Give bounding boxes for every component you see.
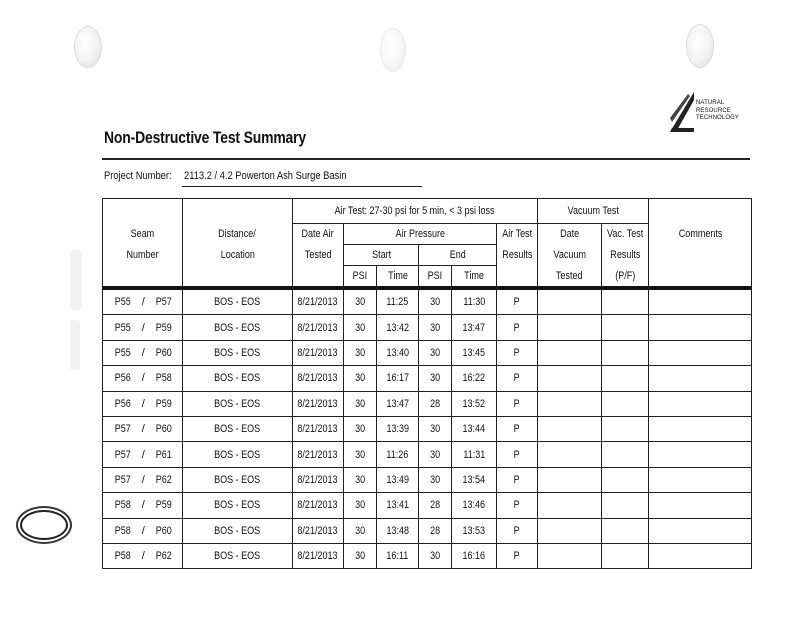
- comments-cell: [649, 315, 752, 340]
- date-air-tested-cell: [292, 391, 344, 416]
- end-psi-header: PSI: [419, 266, 451, 289]
- table-row: [103, 467, 752, 492]
- start-psi-cell-text: 30: [354, 346, 366, 359]
- air-pressure-header: Air Pressure: [344, 224, 497, 245]
- air-test-result-cell: [497, 391, 538, 416]
- comments-cell: [649, 288, 752, 315]
- table-row: [103, 518, 752, 543]
- start-psi-cell: [344, 467, 376, 492]
- vac-test-result-cell: [601, 442, 649, 467]
- location-cell-text: BOS - EOS: [214, 448, 261, 461]
- seam-b: P60: [155, 524, 172, 537]
- air-test-result-cell-text: P: [514, 499, 521, 512]
- results-header: Results: [497, 245, 538, 266]
- start-psi-cell-text: 30: [354, 550, 366, 563]
- seam-b: P62: [155, 473, 172, 486]
- seam-separator: /: [132, 550, 154, 563]
- seam-separator: /: [132, 372, 154, 385]
- vacuum-header: Vacuum: [537, 245, 601, 266]
- end-psi-cell: [419, 288, 451, 315]
- location-cell: [183, 391, 293, 416]
- header-cell: [292, 266, 344, 289]
- logo-mark-icon: [668, 88, 696, 134]
- date-air-tested-cell-text: 8/21/2013: [297, 524, 339, 537]
- seam-number-cell: [103, 340, 183, 365]
- start-time-cell-text: 11:26: [386, 448, 409, 461]
- header-cell: [497, 266, 538, 289]
- seam-b: P59: [155, 397, 172, 410]
- start-time-header: Time: [376, 266, 419, 289]
- start-psi-cell-text: 30: [354, 499, 366, 512]
- end-header: End: [419, 245, 497, 266]
- seam-number-cell: [103, 416, 183, 441]
- end-psi-cell: [419, 442, 451, 467]
- header-cell: [649, 266, 752, 289]
- location-cell: [183, 442, 293, 467]
- seam-number-cell: [103, 442, 183, 467]
- date-air-tested-cell: [292, 288, 344, 315]
- seam-number-cell: [103, 366, 183, 391]
- seam-separator: /: [132, 423, 154, 436]
- end-psi-cell-text: 28: [430, 499, 441, 512]
- seam-b: P62: [155, 550, 172, 563]
- vacuum-date-cell: [537, 467, 601, 492]
- date-air-tested-cell: [292, 315, 344, 340]
- seam-number-cell: [103, 467, 183, 492]
- end-time-cell: [451, 442, 497, 467]
- seam-b: P57: [155, 296, 172, 309]
- start-time-cell: [376, 442, 419, 467]
- end-time-cell-text: 16:22: [462, 372, 486, 385]
- location-cell-text: BOS - EOS: [214, 423, 261, 436]
- table-row: [103, 543, 752, 568]
- location-cell: [183, 518, 293, 543]
- date-air-tested-cell-text: 8/21/2013: [297, 448, 339, 461]
- date-air-tested-cell-text: 8/21/2013: [297, 499, 339, 512]
- start-psi-cell: [344, 391, 376, 416]
- vac-test-result-cell: [601, 340, 649, 365]
- binder-hole-left: [74, 26, 102, 68]
- start-time-cell: [376, 518, 419, 543]
- seam-a: P56: [114, 397, 131, 410]
- comments-cell: [649, 493, 752, 518]
- end-time-cell: [451, 416, 497, 441]
- end-psi-cell: [419, 391, 451, 416]
- binder-hole-center: [380, 28, 406, 72]
- start-time-cell: [376, 467, 419, 492]
- air-test-result-cell-text: P: [514, 524, 521, 537]
- start-psi-cell: [344, 518, 376, 543]
- end-psi-cell-text: 30: [430, 473, 441, 486]
- seam-separator: /: [132, 524, 154, 537]
- location-cell-text: BOS - EOS: [214, 296, 261, 309]
- vacuum-date-cell: [537, 543, 601, 568]
- test-summary-table: [102, 198, 752, 569]
- location-header: Location: [183, 245, 293, 266]
- end-time-cell-text: 11:30: [463, 296, 486, 309]
- location-cell-text: BOS - EOS: [214, 524, 261, 537]
- start-time-cell-text: 13:40: [386, 346, 409, 359]
- air-test-result-cell: [497, 288, 538, 315]
- end-psi-cell: [419, 493, 451, 518]
- scan-smudge: [70, 250, 82, 310]
- logo-text: [696, 100, 739, 123]
- air-test-result-cell-text: P: [514, 321, 521, 334]
- date-air-tested-cell: [292, 493, 344, 518]
- seam-b: P59: [155, 321, 172, 334]
- table-row: [103, 493, 752, 518]
- end-psi-cell-text: 28: [430, 397, 441, 410]
- start-psi-cell-text: 30: [354, 448, 366, 461]
- project-number-value: 2113.2 / 4.2 Powerton Ash Surge Basin: [184, 170, 347, 182]
- start-psi-cell: [344, 366, 376, 391]
- seam-separator: /: [132, 499, 154, 512]
- location-cell: [183, 288, 293, 315]
- start-time-cell: [376, 416, 419, 441]
- vacuum-test-header: Vacuum Test: [537, 199, 649, 224]
- seam-separator: /: [132, 321, 154, 334]
- table-header: [103, 199, 752, 289]
- table-row: [103, 340, 752, 365]
- comments-cell: [649, 518, 752, 543]
- end-time-cell: [451, 518, 497, 543]
- air-test-result-cell-text: P: [514, 473, 521, 486]
- start-psi-cell-text: 30: [354, 372, 366, 385]
- date-air-tested-cell-text: 8/21/2013: [297, 473, 339, 486]
- start-time-cell: [376, 493, 419, 518]
- vac-test-result-cell: [601, 543, 649, 568]
- end-time-cell: [451, 340, 497, 365]
- company-logo: [668, 88, 748, 136]
- seam-separator: /: [132, 346, 154, 359]
- tested-header: Tested: [292, 245, 344, 266]
- comments-header: Comments: [649, 224, 752, 245]
- air-test-result-cell: [497, 518, 538, 543]
- vacuum-date-cell: [537, 340, 601, 365]
- seam-number-cell: [103, 543, 183, 568]
- vac-test-result-cell: [601, 467, 649, 492]
- seam-separator: /: [132, 448, 154, 461]
- end-psi-cell-text: 30: [430, 550, 441, 563]
- vac-test-result-cell: [601, 518, 649, 543]
- location-cell-text: BOS - EOS: [214, 321, 261, 334]
- seam-separator: /: [132, 473, 154, 486]
- seam-separator: /: [132, 397, 154, 410]
- end-time-cell: [451, 366, 497, 391]
- start-time-cell-text: 13:42: [386, 321, 409, 334]
- table-row: [103, 366, 752, 391]
- table-row: [103, 442, 752, 467]
- vac-test-result-cell: [601, 391, 649, 416]
- header-cell: [649, 199, 752, 224]
- air-test-result-cell-text: P: [514, 296, 521, 309]
- binder-hole-right: [686, 24, 714, 68]
- comments-cell: [649, 467, 752, 492]
- end-psi-cell: [419, 315, 451, 340]
- seam-number-cell: [103, 315, 183, 340]
- comments-cell: [649, 416, 752, 441]
- comments-cell: [649, 366, 752, 391]
- seam-b: P58: [155, 372, 172, 385]
- start-psi-cell-text: 30: [354, 296, 366, 309]
- end-psi-cell: [419, 467, 451, 492]
- comments-cell: [649, 391, 752, 416]
- start-header: Start: [344, 245, 419, 266]
- start-time-cell: [376, 366, 419, 391]
- date-air-tested-cell: [292, 340, 344, 365]
- header-cell: [183, 266, 293, 289]
- location-cell: [183, 416, 293, 441]
- table-row: [103, 315, 752, 340]
- end-time-cell: [451, 467, 497, 492]
- date-air-tested-cell: [292, 518, 344, 543]
- number-header: Number: [103, 245, 183, 266]
- location-cell-text: BOS - EOS: [214, 550, 261, 563]
- vacuum-date-cell: [537, 493, 601, 518]
- comments-cell: [649, 340, 752, 365]
- air-test-result-cell: [497, 340, 538, 365]
- date-air-tested-cell-text: 8/21/2013: [297, 296, 339, 309]
- date-air-tested-cell-text: 8/21/2013: [297, 550, 339, 563]
- air-test-result-cell: [497, 493, 538, 518]
- start-psi-cell: [344, 543, 376, 568]
- end-time-cell: [451, 493, 497, 518]
- date-vacuum-header: Date: [537, 224, 601, 245]
- seam-number-cell: [103, 391, 183, 416]
- vac-test-result-cell: [601, 366, 649, 391]
- seam-header: Seam: [103, 224, 183, 245]
- date-air-tested-cell: [292, 467, 344, 492]
- end-time-cell: [451, 543, 497, 568]
- seam-a: P55: [114, 296, 131, 309]
- date-air-tested-cell-text: 8/21/2013: [297, 423, 339, 436]
- vacuum-tested-header: Tested: [537, 266, 601, 289]
- air-test-result-cell-text: P: [514, 448, 521, 461]
- start-time-cell-text: 13:41: [386, 499, 409, 512]
- end-psi-cell: [419, 366, 451, 391]
- end-time-cell-text: 16:16: [462, 550, 486, 563]
- air-test-result-cell: [497, 366, 538, 391]
- document-title: Non-Destructive Test Summary: [104, 128, 306, 147]
- comments-cell: [649, 442, 752, 467]
- end-psi-cell-text: 30: [430, 321, 441, 334]
- header-cell: [103, 199, 183, 224]
- vacuum-date-cell: [537, 518, 601, 543]
- comments-cell: [649, 543, 752, 568]
- start-psi-cell: [344, 493, 376, 518]
- air-test-result-cell-text: P: [514, 397, 521, 410]
- seam-a: P58: [114, 499, 131, 512]
- air-test-result-cell: [497, 416, 538, 441]
- location-cell: [183, 340, 293, 365]
- end-time-cell-text: 11:31: [463, 448, 486, 461]
- table-row: [103, 416, 752, 441]
- end-time-cell-text: 13:46: [462, 499, 486, 512]
- date-air-tested-cell: [292, 543, 344, 568]
- project-number-label: Project Number:: [104, 170, 172, 182]
- seam-b: P60: [155, 423, 172, 436]
- end-psi-cell-text: 30: [430, 423, 441, 436]
- end-time-header: Time: [451, 266, 497, 289]
- vac-test-result-cell: [601, 288, 649, 315]
- vacuum-date-cell: [537, 288, 601, 315]
- logo-line-3: TECHNOLOGY: [696, 115, 740, 121]
- seam-number-cell: [103, 288, 183, 315]
- end-time-cell-text: 13:45: [462, 346, 486, 359]
- air-test-header: Air Test: 27-30 psi for 5 min, < 3 psi loss: [292, 199, 537, 224]
- vacuum-date-cell: [537, 315, 601, 340]
- end-time-cell-text: 13:47: [462, 321, 486, 334]
- seam-a: P58: [114, 550, 131, 563]
- seam-a: P56: [114, 372, 131, 385]
- end-psi-cell: [419, 416, 451, 441]
- start-psi-cell-text: 30: [354, 473, 366, 486]
- start-psi-header: PSI: [344, 266, 376, 289]
- start-psi-cell: [344, 416, 376, 441]
- start-psi-cell: [344, 315, 376, 340]
- end-psi-cell: [419, 340, 451, 365]
- air-test-result-cell: [497, 467, 538, 492]
- vac-test-result-cell: [601, 416, 649, 441]
- seam-number-cell: [103, 493, 183, 518]
- start-time-cell: [376, 340, 419, 365]
- seam-a: P57: [114, 473, 131, 486]
- location-cell-text: BOS - EOS: [214, 397, 261, 410]
- header-cell: [649, 245, 752, 266]
- header-cell: [183, 199, 293, 224]
- date-air-tested-cell: [292, 442, 344, 467]
- end-time-cell-text: 13:53: [462, 524, 486, 537]
- location-cell: [183, 315, 293, 340]
- start-psi-cell-text: 30: [354, 524, 366, 537]
- distance-header: Distance/: [183, 224, 293, 245]
- start-psi-cell: [344, 340, 376, 365]
- vacuum-date-cell: [537, 391, 601, 416]
- end-time-cell-text: 13:54: [462, 473, 486, 486]
- seam-a: P58: [114, 524, 131, 537]
- table-row: [103, 391, 752, 416]
- start-time-cell-text: 13:39: [386, 423, 409, 436]
- start-time-cell-text: 13:49: [386, 473, 409, 486]
- logo-line-1: NATURAL: [696, 100, 725, 106]
- start-psi-cell: [344, 288, 376, 315]
- end-psi-cell: [419, 518, 451, 543]
- start-psi-cell-text: 30: [354, 321, 366, 334]
- scan-smudge: [70, 320, 80, 370]
- vacuum-date-cell: [537, 366, 601, 391]
- start-time-cell: [376, 288, 419, 315]
- date-air-tested-cell-text: 8/21/2013: [297, 397, 339, 410]
- table-row: [103, 288, 752, 315]
- date-air-tested-cell-text: 8/21/2013: [297, 321, 339, 334]
- end-psi-cell-text: 28: [430, 524, 441, 537]
- end-psi-cell-text: 30: [430, 372, 441, 385]
- start-psi-cell: [344, 442, 376, 467]
- vac-test-result-cell: [601, 315, 649, 340]
- start-time-cell: [376, 391, 419, 416]
- seam-a: P57: [114, 448, 131, 461]
- vac-results-header: Results: [601, 245, 649, 266]
- seam-a: P55: [114, 346, 131, 359]
- date-air-tested-cell: [292, 366, 344, 391]
- date-air-tested-cell: [292, 416, 344, 441]
- vacuum-date-cell: [537, 416, 601, 441]
- air-test-result-cell: [497, 543, 538, 568]
- table-body: [103, 288, 752, 569]
- start-psi-cell-text: 30: [354, 423, 366, 436]
- seam-b: P61: [155, 448, 172, 461]
- start-time-cell: [376, 543, 419, 568]
- end-time-cell-text: 13:44: [462, 423, 486, 436]
- end-time-cell: [451, 315, 497, 340]
- date-air-tested-cell-text: 8/21/2013: [297, 372, 339, 385]
- vac-test-result-cell: [601, 493, 649, 518]
- air-test-result-cell-text: P: [514, 372, 521, 385]
- title-rule: [102, 158, 750, 160]
- location-cell: [183, 543, 293, 568]
- air-test-result-cell-text: P: [514, 346, 521, 359]
- location-cell: [183, 467, 293, 492]
- end-time-cell: [451, 391, 497, 416]
- air-test-results-header: Air Test: [497, 224, 538, 245]
- binder-hole-side: [20, 510, 68, 540]
- end-psi-cell-text: 30: [430, 448, 441, 461]
- air-test-result-cell-text: P: [514, 423, 521, 436]
- location-cell-text: BOS - EOS: [214, 499, 261, 512]
- seam-number-cell: [103, 518, 183, 543]
- vacuum-date-cell: [537, 442, 601, 467]
- project-number-underline: [182, 186, 422, 187]
- end-time-cell: [451, 288, 497, 315]
- header-cell: [103, 266, 183, 289]
- seam-a: P55: [114, 321, 131, 334]
- location-cell: [183, 493, 293, 518]
- end-psi-cell-text: 30: [430, 296, 441, 309]
- end-time-cell-text: 13:52: [462, 397, 486, 410]
- vac-test-header: Vac. Test: [601, 224, 649, 245]
- date-air-header: Date Air: [292, 224, 344, 245]
- air-test-result-cell-text: P: [514, 550, 521, 563]
- end-psi-cell: [419, 543, 451, 568]
- location-cell-text: BOS - EOS: [214, 473, 261, 486]
- location-cell-text: BOS - EOS: [214, 346, 261, 359]
- seam-b: P59: [155, 499, 172, 512]
- start-time-cell-text: 13:47: [386, 397, 409, 410]
- end-psi-cell-text: 30: [430, 346, 441, 359]
- logo-line-2: RESOURCE: [696, 107, 731, 114]
- start-psi-cell-text: 30: [354, 397, 366, 410]
- seam-b: P60: [155, 346, 172, 359]
- air-test-result-cell: [497, 315, 538, 340]
- seam-separator: /: [132, 296, 154, 309]
- air-test-result-cell: [497, 442, 538, 467]
- location-cell-text: BOS - EOS: [214, 372, 261, 385]
- start-time-cell-text: 16:11: [386, 550, 409, 563]
- start-time-cell-text: 13:48: [386, 524, 409, 537]
- start-time-cell: [376, 315, 419, 340]
- location-cell: [183, 366, 293, 391]
- seam-a: P57: [114, 423, 131, 436]
- start-time-cell-text: 16:17: [386, 372, 409, 385]
- date-air-tested-cell-text: 8/21/2013: [297, 346, 339, 359]
- start-time-cell-text: 11:25: [386, 296, 409, 309]
- pf-header: (P/F): [601, 266, 649, 289]
